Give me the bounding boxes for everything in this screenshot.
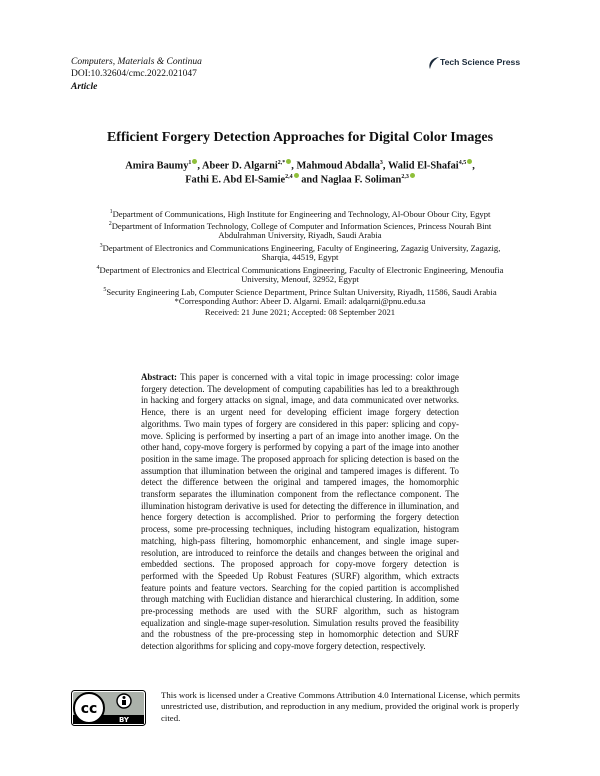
cc-by-icon — [71, 690, 146, 726]
affiliation: $^5$Security Engineering Lab, Computer Science Department, Prince Sultan University, Riyadh, 11586, Saudi Arabia — [103, 286, 497, 297]
abstract-label: Abstract: — [141, 372, 177, 382]
author: Naglaa F. Soliman — [320, 174, 402, 186]
license-text: This work is licensed under a Creative Commons Attribution 4.0 International License, which permits unrestricted use, distribution, and reproduction in any medium, provided the original work is properly cited. — [161, 690, 520, 723]
author: Abeer D. Algarni — [202, 160, 278, 172]
abstract-body: This paper is concerned with a vital topic in image processing: color image forgery detection. The development of computing capabilities has led to a breakthrough in hacking and forgery attacks on signal, image, and data communicated over networks. Hence, there is an urgent need for developing efficient image forgery detection algorithms. Two main types of forgery are considered in this paper: splicing and copy-move. Splicing is performed by inserting a part of an image into another image. On the other hand, copy-move forgery is performed by copying a part of the image into another position in the same image. The proposed approach for splicing detection is based on the assumption that illumination between the original and tampered images is different. To detect the difference between the original and tampered images, the homomorphic transform separates the illumination component from the reflectance component. The illumination histogram derivative is used for detecting the difference in illumination, and hence forgery detection is accomplished. Prior to performing the forgery detection process, some pre-processing techniques, including histogram equalization, histogram matching, high-pass filtering, homomorphic enhancement, and single image super-resolution, are introduced to reinforce the details and changes between the original and embedded sections. The proposed approach for copy-move forgery detection is performed with the Speeded Up Robust Features (SURF) algorithm, which extracts feature points and feature vectors. Searching for the copied partition is accomplished through matching with Euclidian distance and hierarchical clustering. In addition, some pre-processing methods are used with the SURF algorithm, such as histogram equalization and single-mage super-resolution. Simulation results proved the feasibility and the robustness of the pre-processing step in homomorphic detection and SURF detection algorithms for splicing and copy-move forgery detection, respectively. — [141, 372, 459, 652]
corresponding-author: *Corresponding Author: Abeer D. Algarni. Email: adalqarni@pnu.edu.sa — [174, 296, 426, 306]
affiliation: $^2$Department of Information Technology, College of Computer and Information Sciences, Princess Nourah Bint — [108, 220, 492, 231]
author: Walid El-Shafai — [387, 160, 459, 172]
cc-by-badge[interactable] — [71, 690, 146, 726]
publisher-logo — [427, 55, 530, 71]
swoosh-icon — [427, 55, 441, 71]
svg-text:cc: cc — [80, 701, 98, 717]
doi: DOI:10.32604/cmc.2022.021047 — [71, 69, 197, 79]
journal-name: Computers, Materials & Continua — [71, 57, 202, 67]
affiliation: Sharqia, 44519, Egypt — [261, 252, 339, 262]
affiliation: University, Menouf, 32952, Egypt — [241, 274, 359, 284]
authors-line-1: Amira Baumy$^1$ , Abeer D. Algarni$^{2,*}$ , Mahmoud Abdalla$^3$, Walid El-Shafai$^{4,5}$ , — [125, 160, 475, 172]
received-dates: Received: 21 June 2021; Accepted: 08 September 2021 — [204, 307, 396, 317]
author: Amira Baumy — [125, 160, 189, 172]
orcid-icon — [410, 173, 415, 178]
author: Fathi E. Abd El-Samie — [185, 174, 286, 186]
authors-line-2: Fathi E. Abd El-Samie$^{2,4}$ and Naglaa F. Soliman$^{2,3}$ — [0, 173, 600, 185]
abstract — [141, 372, 459, 653]
author: Mahmoud Abdalla — [296, 160, 380, 172]
svg-text:BY: BY — [118, 716, 130, 724]
affiliation: $^3$Department of Electronics and Communications Engineering, Faculty of Engineering, Zagazig University, Zagazig, — [99, 242, 501, 253]
affiliation: $^4$Department of Electronics and Electrical Communications Engineering, Faculty of Electronic Engineering, Menoufia — [96, 264, 504, 275]
affiliation: Abdulrahman University, Riyadh, Saudi Arabia — [218, 230, 382, 240]
paper-title: Efficient Forgery Detection Approaches for Digital Color Images — [106, 130, 494, 145]
article-type: Article — [71, 82, 98, 92]
orcid-icon — [294, 173, 299, 178]
publisher-name: Tech Science Press — [440, 57, 521, 67]
affiliation: $^1$Department of Communications, High Institute for Engineering and Technology, Al-Obour Obour City, Egypt — [109, 208, 491, 219]
